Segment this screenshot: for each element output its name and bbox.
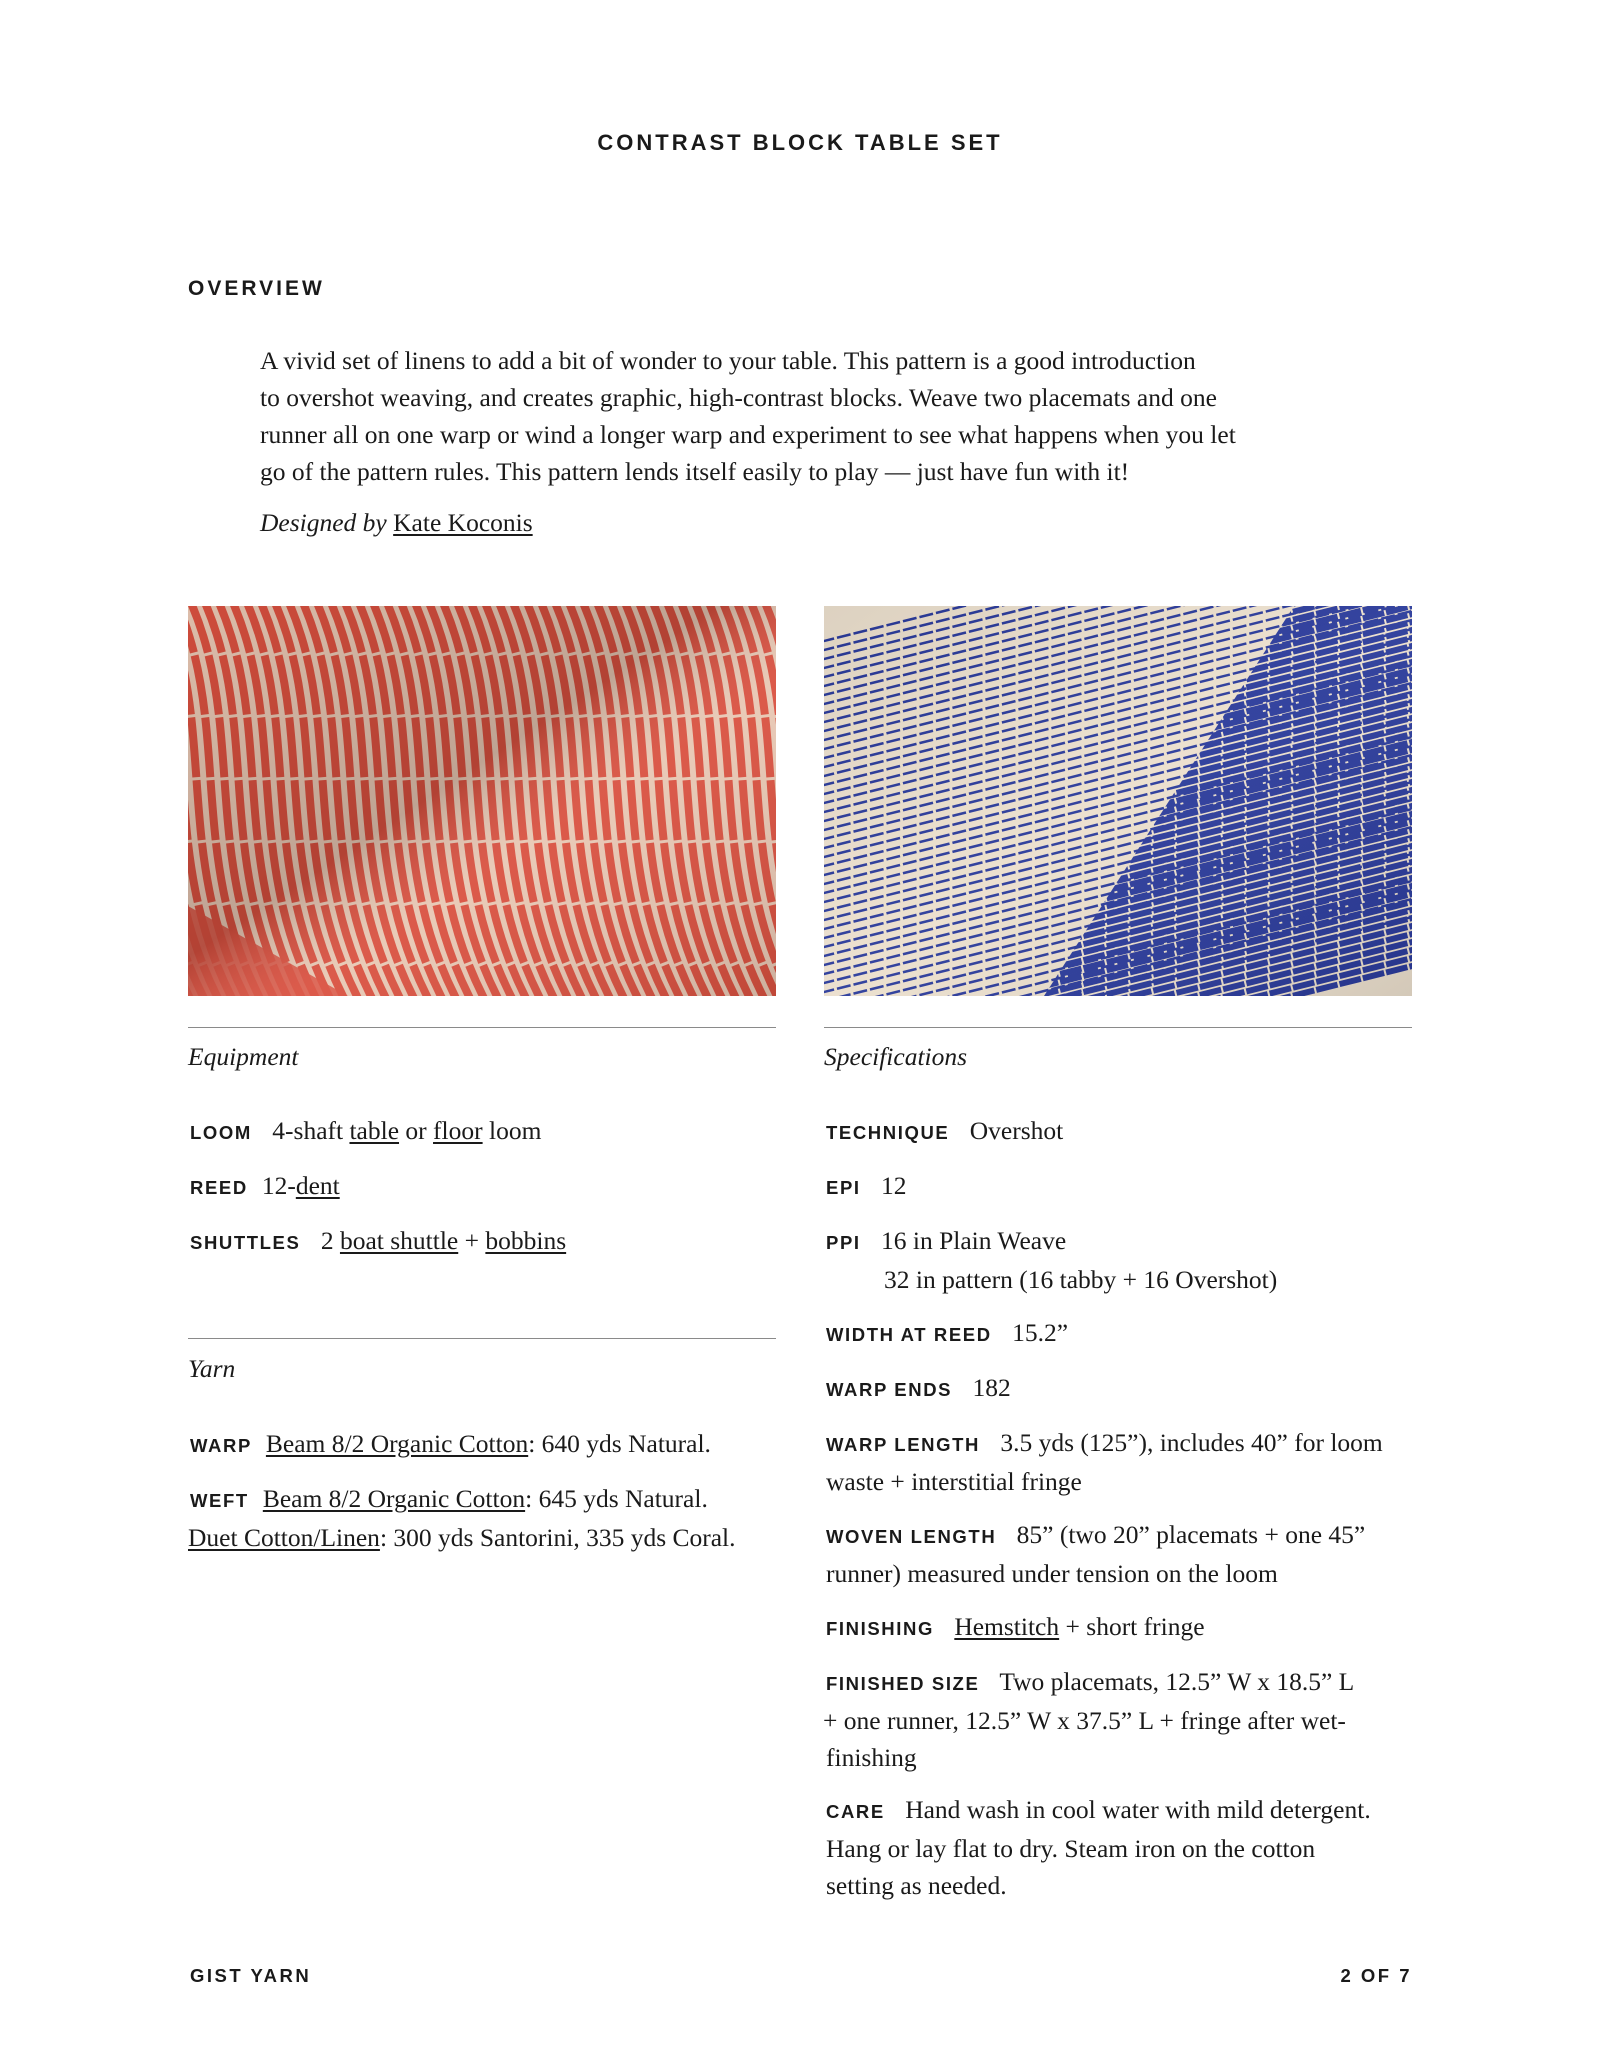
designer-link[interactable]: Kate Koconis xyxy=(393,508,533,537)
care-line-1 xyxy=(826,1791,1446,1830)
width-at-reed-key: WIDTH AT REED xyxy=(826,1324,992,1345)
finishing-key: FINISHING xyxy=(826,1618,934,1639)
overview-line: runner all on one warp or wind a longer warp and experiment to see what happens when you let xyxy=(260,420,1236,449)
loom-key: LOOM xyxy=(190,1122,252,1143)
equipment-title: Equipment xyxy=(188,1042,299,1071)
warp-length-value: 3.5 yds (125”), includes 40” for loom xyxy=(1000,1428,1383,1457)
weft-line-1 xyxy=(190,1480,790,1519)
shuttles-mid: + xyxy=(464,1226,479,1255)
finished-size-value-2: + one runner, 12.5” W x 37.5” L + fringe after wet- xyxy=(823,1706,1346,1735)
shuttles-key: SHUTTLES xyxy=(190,1232,301,1253)
equipment-divider xyxy=(188,1027,776,1028)
weft-yarn-spec xyxy=(190,1480,790,1556)
overview-heading: OVERVIEW xyxy=(188,277,325,300)
boat-shuttle-link[interactable]: boat shuttle xyxy=(339,1226,459,1255)
table-loom-link[interactable]: table xyxy=(349,1116,400,1145)
weft-line-2 xyxy=(188,1519,790,1556)
bobbins-link[interactable]: bobbins xyxy=(485,1226,567,1255)
warp-ends-value: 182 xyxy=(972,1373,1011,1402)
warp-length-key: WARP LENGTH xyxy=(826,1434,980,1455)
overview-line: go of the pattern rules. This pattern lends itself easily to play — just have fun with it! xyxy=(260,457,1130,486)
woven-length-key: WOVEN LENGTH xyxy=(826,1526,997,1547)
reed-spec xyxy=(190,1167,340,1206)
technique-spec xyxy=(826,1112,1063,1151)
epi-value: 12 xyxy=(881,1171,907,1200)
hemstitch-link[interactable]: Hemstitch xyxy=(954,1612,1060,1641)
duet-yarn-link[interactable]: Duet Cotton/Linen xyxy=(188,1523,380,1552)
warp-length-spec xyxy=(826,1424,1426,1500)
page-title: CONTRAST BLOCK TABLE SET xyxy=(597,130,1003,155)
epi-key: EPI xyxy=(826,1177,861,1198)
weft-key: WEFT xyxy=(190,1490,249,1511)
care-value-2: Hang or lay flat to dry. Steam iron on the cotton xyxy=(826,1834,1316,1863)
finished-size-line-1 xyxy=(826,1663,1426,1702)
loom-mid: or xyxy=(405,1116,427,1145)
yarn-divider xyxy=(188,1338,776,1339)
ppi-value: 16 in Plain Weave xyxy=(881,1226,1067,1255)
ppi-line-1 xyxy=(826,1222,1277,1261)
overview-paragraph xyxy=(260,342,1330,490)
finished-size-spec xyxy=(823,1663,1426,1776)
weft-yarn-link[interactable]: Beam 8/2 Organic Cotton xyxy=(262,1484,526,1513)
woven-length-value-2: runner) measured under tension on the loom xyxy=(826,1559,1278,1588)
care-value: Hand wash in cool water with mild detergent. xyxy=(905,1795,1371,1824)
reed-prefix: 12- xyxy=(261,1171,296,1200)
finished-size-value: Two placemats, 12.5” W x 18.5” L xyxy=(999,1667,1355,1696)
warp-ends-key: WARP ENDS xyxy=(826,1379,953,1400)
warp-key: WARP xyxy=(190,1435,252,1456)
warp-yarn-link[interactable]: Beam 8/2 Organic Cotton xyxy=(265,1429,529,1458)
overview-line: to overshot weaving, and creates graphic, high-contrast blocks. Weave two placemats and one xyxy=(260,383,1217,412)
finishing-spec xyxy=(826,1608,1205,1647)
woven-length-spec xyxy=(826,1516,1426,1592)
designed-by-label: Designed by xyxy=(260,508,387,537)
loom-suffix: loom xyxy=(488,1116,542,1145)
technique-value: Overshot xyxy=(969,1116,1064,1145)
finishing-value: + short fringe xyxy=(1059,1612,1205,1641)
loom-prefix: 4-shaft xyxy=(272,1116,344,1145)
blue-woven-fabric-photo xyxy=(824,606,1412,996)
warp-length-line-1 xyxy=(826,1424,1426,1463)
care-value-3: setting as needed. xyxy=(826,1871,1007,1900)
specifications-divider xyxy=(824,1027,1412,1028)
care-key: CARE xyxy=(826,1801,885,1822)
coral-woven-fabric-photo xyxy=(188,606,776,996)
technique-key: TECHNIQUE xyxy=(826,1122,950,1143)
yarn-title: Yarn xyxy=(188,1354,236,1383)
dent-link[interactable]: dent xyxy=(295,1171,340,1200)
ppi-spec xyxy=(826,1222,1277,1298)
specifications-title: Specifications xyxy=(824,1042,968,1071)
ppi-value-2: 32 in pattern (16 tabby + 16 Overshot) xyxy=(884,1265,1278,1294)
shuttles-spec xyxy=(190,1222,566,1261)
footer-brand: GIST YARN xyxy=(190,1965,312,1986)
width-at-reed-value: 15.2” xyxy=(1012,1318,1069,1347)
floor-loom-link[interactable]: floor xyxy=(433,1116,483,1145)
woven-length-line-1 xyxy=(826,1516,1426,1555)
loom-spec xyxy=(190,1112,541,1151)
woven-length-value: 85” (two 20” placemats + one 45” xyxy=(1016,1520,1366,1549)
designer-credit xyxy=(260,508,533,538)
width-at-reed-spec xyxy=(826,1314,1068,1353)
footer-page-number: 2 OF 7 xyxy=(1340,1965,1412,1986)
epi-spec xyxy=(826,1167,907,1206)
warp-yarn-amount: : 640 yds Natural. xyxy=(528,1429,711,1458)
finished-size-value-3: finishing xyxy=(826,1743,917,1772)
warp-length-value-2: waste + interstitial fringe xyxy=(826,1467,1082,1496)
duet-yarn-amount: : 300 yds Santorini, 335 yds Coral. xyxy=(379,1523,736,1552)
reed-key: REED xyxy=(190,1177,248,1198)
warp-yarn-spec xyxy=(190,1425,711,1464)
shuttles-prefix: 2 xyxy=(320,1226,334,1255)
finished-size-key: FINISHED SIZE xyxy=(826,1673,980,1694)
weft-yarn-amount: : 645 yds Natural. xyxy=(525,1484,708,1513)
ppi-key: PPI xyxy=(826,1232,861,1253)
care-spec xyxy=(826,1791,1446,1904)
warp-ends-spec xyxy=(826,1369,1011,1408)
overview-line: A vivid set of linens to add a bit of wonder to your table. This pattern is a good introduction xyxy=(260,346,1196,375)
